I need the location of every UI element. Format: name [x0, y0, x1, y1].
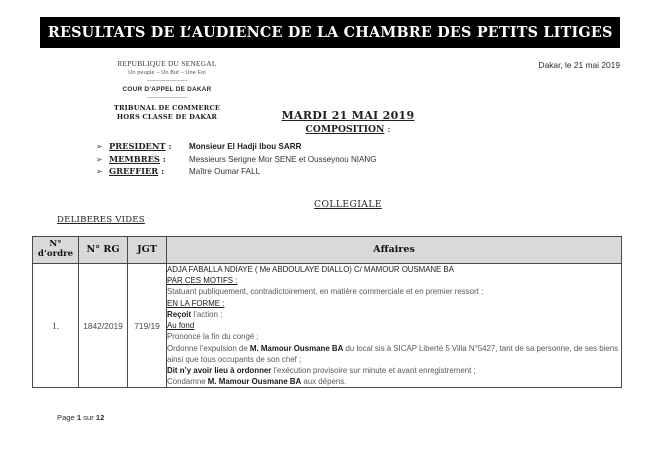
- affaire-dit-text: l’exécution provisoire sur minute et avant enregistrement ;: [271, 365, 476, 375]
- composition-name-membres: Messieurs Serigne Mor SENE et Ousseynou NIANG: [189, 154, 377, 164]
- composition-heading-colon: :: [384, 124, 391, 135]
- arrow-bullet-icon: ➢: [96, 142, 103, 151]
- affaire-ordonne-tail: du local sis à SICAP Liberté 5 Villa N°5427, tant de sa personne, de ses biens ainsi que tous occupants de son chef ;: [167, 343, 619, 364]
- affaire-recoit-keyword: Reçoit: [167, 309, 192, 319]
- affaire-condamne-tail: aux dépens.: [301, 377, 347, 387]
- cell-affaires: [167, 264, 622, 388]
- column-header-ordre: [33, 237, 79, 264]
- footer-prefix: Page: [57, 413, 77, 422]
- footer-middle: sur: [81, 413, 96, 422]
- arrow-bullet-icon: ➢: [96, 154, 103, 164]
- affairs-table: [32, 236, 622, 388]
- collegiale-heading: [0, 194, 654, 212]
- composition-role-membres: [109, 154, 189, 164]
- column-header-rg: N° RG: [79, 237, 128, 264]
- affaire-dit-keyword: Dit n’y avoir lieu à ordonner: [167, 365, 272, 375]
- letterhead-motto: Un peuple – Un But – Une Foi: [128, 69, 206, 76]
- footer-total-pages: 12: [95, 413, 105, 422]
- composition-row-greffier: [96, 166, 516, 179]
- arrow-bullet-icon: ➢: [96, 167, 103, 177]
- composition-heading: [0, 124, 654, 135]
- cell-jgt: 719/19: [128, 264, 167, 388]
- affaire-ordonne-party: M. Mamour Ousmane BA: [249, 343, 344, 353]
- composition-role-president-colon: :: [165, 141, 172, 151]
- composition-role-greffier-label: GREFFIER: [109, 166, 159, 177]
- footer-page-number: 1: [76, 413, 82, 422]
- page-footer: [57, 413, 104, 422]
- cell-rg: 1842/2019: [79, 264, 128, 388]
- composition-name-greffier: Maître Oumar FALL: [189, 167, 261, 177]
- composition-role-membres-label: MEMBRES: [109, 153, 160, 164]
- session-date-text: MARDI 21 MAI 2019: [281, 109, 415, 122]
- affaire-condamne-party: M. Mamour Ousmane BA: [207, 377, 302, 387]
- affaire-heading-en-la-forme: EN LA FORME :: [167, 298, 225, 308]
- affaire-line-statuant: Statuant publiquement, contradictoirement, en matière commerciale et en premier ressort ;: [167, 287, 484, 297]
- composition-name-president: Monsieur El Hadji Ibou SARR: [189, 142, 302, 151]
- place-and-date: Dakar, le 21 mai 2019: [538, 60, 620, 70]
- affaire-parties-line: ADJA FABALLA NDIAYE ( Me ABDOULAYE DIALLO) C/ MAMOUR OUSMANE BA: [167, 265, 454, 274]
- letterhead-republic: REPUBLIQUE DU SENEGAL: [117, 59, 217, 68]
- deliberes-vides-heading: DELIBERES VIDES: [57, 215, 145, 225]
- column-header-ordre-line-1: N°: [49, 239, 62, 250]
- column-header-affaires: Affaires: [167, 237, 622, 264]
- affaire-line-prononce: Prononce la fin du congé ;: [167, 332, 259, 342]
- letterhead-tribunal-line-1: TRIBUNAL DE COMMERCE: [113, 103, 221, 112]
- letterhead-separator-2: -----------------------------: [146, 95, 188, 102]
- collegiale-text: COLLEGIALE: [314, 199, 382, 210]
- affaire-line-par-ces-motifs: [167, 275, 621, 286]
- letterhead-tribunal-line-2: HORS CLASSE DE DAKAR: [116, 112, 218, 121]
- affaire-line-dit: [167, 365, 621, 376]
- document-title: RESULTATS DE L’AUDIENCE DE LA CHAMBRE DES PETITS LITIGES: [47, 24, 613, 41]
- affaire-line-condamne: [167, 376, 621, 387]
- composition-role-greffier-colon: :: [158, 166, 165, 177]
- affairs-table-head: [33, 237, 622, 264]
- affaire-heading-au-fond: Au fond: [167, 321, 195, 331]
- column-header-jgt: JGT: [128, 237, 167, 264]
- affaire-heading-par-ces-motifs: PAR CES MOTIFS :: [167, 276, 238, 286]
- affairs-table-header-row: [33, 237, 622, 264]
- session-date-heading: [0, 103, 654, 124]
- affaire-line-ordonne: [167, 343, 621, 365]
- letterhead-court-of-appeal: COUR D’APPEL DE DAKAR: [122, 86, 212, 94]
- affaire-recoit-text: l’action ;: [191, 309, 223, 319]
- composition-list: [96, 141, 516, 179]
- affaire-line-recoit: [167, 309, 621, 320]
- letterhead-separator-1: -----------------------------: [146, 77, 188, 84]
- column-header-ordre-line-2: d’ordre: [37, 249, 74, 259]
- composition-row-membres: [96, 154, 516, 167]
- composition-role-president: [109, 141, 189, 151]
- affaire-line-en-la-forme: [167, 298, 621, 309]
- composition-row-president: [96, 141, 516, 154]
- document-title-banner: [40, 17, 620, 48]
- affairs-table-body: [33, 264, 622, 388]
- composition-heading-label: COMPOSITION: [305, 124, 385, 135]
- cell-ordre: 1.: [33, 264, 79, 388]
- table-row: [33, 264, 622, 388]
- affaire-line-au-fond: [167, 320, 621, 331]
- composition-role-membres-colon: :: [159, 153, 166, 164]
- affaire-ordonne-prefix: Ordonne l’expulsion de: [167, 343, 250, 353]
- composition-role-president-label: PRESIDENT: [109, 141, 166, 151]
- affaire-condamne-prefix: Condamne: [167, 377, 208, 387]
- composition-role-greffier: [109, 166, 189, 176]
